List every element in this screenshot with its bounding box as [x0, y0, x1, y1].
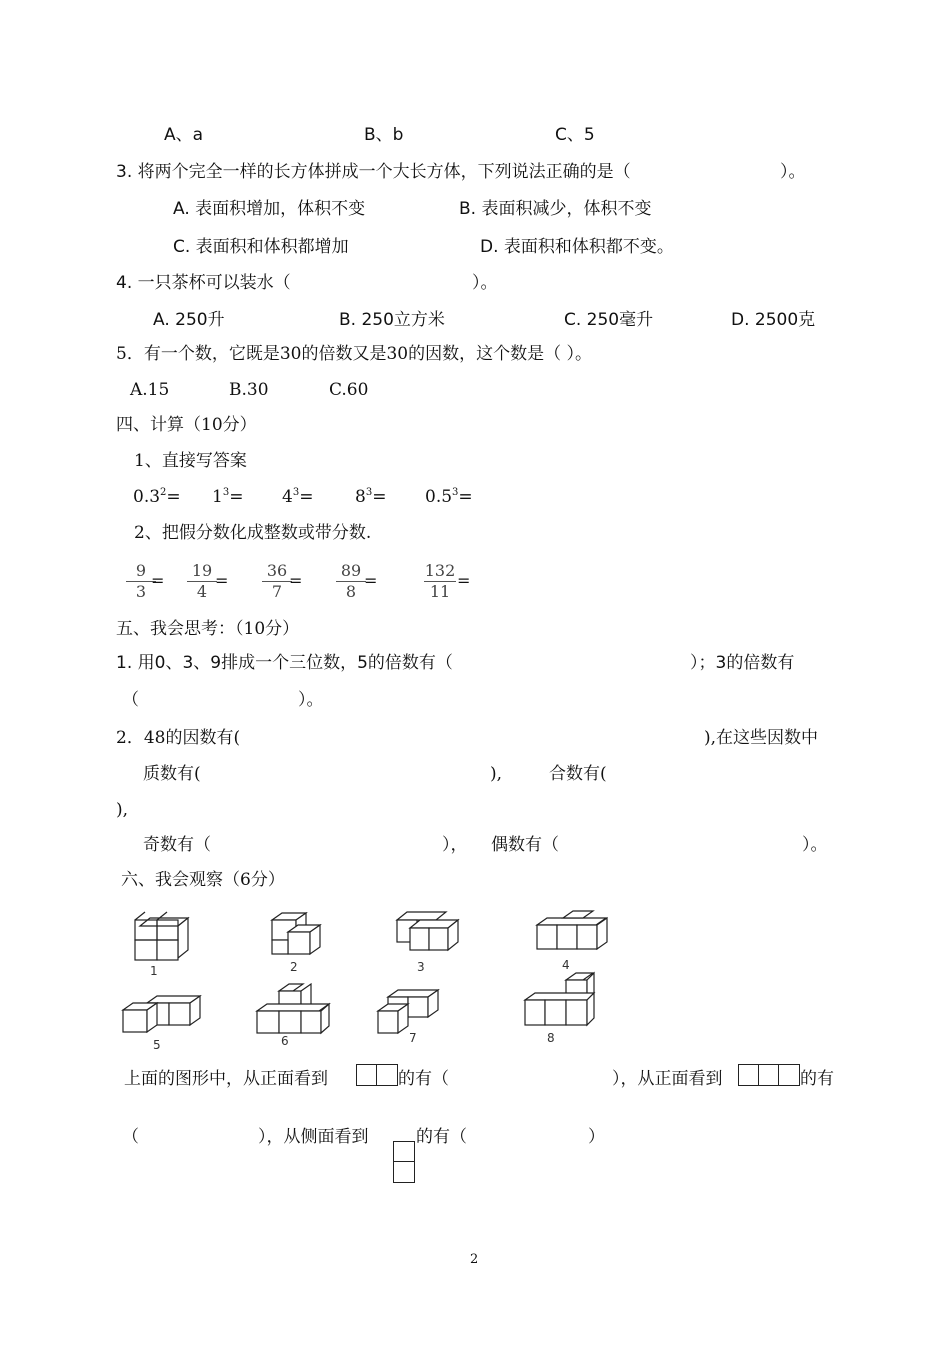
s6-text: 的有	[800, 1069, 834, 1089]
s6-text: ），从正面看到	[612, 1069, 723, 1089]
s6-text: （	[122, 1127, 139, 1147]
q3-option-b: B. 表面积减少，体积不变	[459, 199, 652, 219]
s5-q1-text: 1. 用0、3、9排成一个三位数，5的倍数有（	[116, 653, 453, 673]
power-expr: $0.5^3=$	[425, 487, 473, 507]
q4-stem: 4. 一只茶杯可以装水（	[116, 273, 291, 293]
s6-text: 的有（	[398, 1069, 449, 1089]
q3-option-d: D. 表面积和体积都不变。	[480, 237, 674, 257]
s5-q1-text: （	[122, 690, 139, 710]
equals-sign: =	[364, 571, 378, 590]
cube-figure-7	[378, 990, 438, 1033]
equals-sign: =	[151, 571, 165, 590]
section6-title: 六、我会观察（6分）	[121, 870, 285, 890]
s6-text: 上面的图形中，从正面看到	[124, 1069, 328, 1089]
q5-option-a: A.15	[130, 380, 170, 400]
cube-figure-8	[525, 973, 594, 1025]
power-expr: $1^3=$	[212, 487, 244, 507]
front-view-three-squares	[738, 1064, 800, 1086]
power-expr: $8^3=$	[355, 487, 387, 507]
equals-sign: =	[215, 571, 229, 590]
s6-text: ）	[588, 1127, 605, 1147]
s5-q2-prime: 质数有(	[143, 764, 201, 784]
figure-label: 1	[150, 964, 158, 978]
cube-figure-4	[537, 911, 607, 949]
power-expr: $0.3^2=$	[133, 487, 181, 507]
q3-option-a: A. 表面积增加，体积不变	[173, 199, 366, 219]
q3-option-c: C. 表面积和体积都增加	[173, 237, 349, 257]
section4-sub2: 2、把假分数化成整数或带分数.	[134, 523, 372, 543]
q3-stem: 3. 将两个完全一样的长方体拼成一个大长方体，下列说法正确的是（	[116, 162, 631, 182]
cube-figure-3	[397, 912, 458, 950]
equals-sign: =	[457, 571, 471, 590]
s5-q1-text: ）；3的倍数有	[690, 653, 795, 673]
s5-q2-even-close: ）。	[802, 835, 828, 855]
s5-q2-composite: 合数有(	[549, 764, 607, 784]
q5-option-b: B.30	[229, 380, 269, 400]
fraction: 19 4	[187, 562, 217, 601]
cube-figure-1	[135, 912, 188, 960]
q4-option-b: B. 250立方米	[339, 310, 445, 330]
q3-close: ）。	[780, 162, 806, 182]
q5-stem: 5．有一个数，它既是30的倍数又是30的因数，这个数是（ ）。	[116, 344, 592, 364]
q4-option-c: C. 250毫升	[564, 310, 654, 330]
s5-q2-text: 2．48的因数有(	[116, 728, 241, 748]
s5-q2-text: ),在这些因数中	[704, 728, 819, 748]
q5-option-c: C.60	[329, 380, 369, 400]
side-view-stacked-squares	[393, 1141, 415, 1183]
q2-option-b: B、b	[364, 125, 404, 145]
power-expr: $4^3=$	[282, 487, 314, 507]
figure-label: 2	[290, 960, 298, 974]
front-view-two-squares	[356, 1064, 398, 1086]
s5-q1-text: ）。	[298, 690, 324, 710]
figure-label: 5	[153, 1038, 161, 1052]
section5-title: 五、我会思考：（10分）	[116, 619, 300, 639]
q2-option-c: C、5	[555, 125, 595, 145]
section4-title: 四、计算（10分）	[116, 415, 257, 435]
page-number: 2	[470, 1252, 479, 1267]
fraction: 132 11	[424, 561, 456, 601]
fraction: 9 3	[126, 562, 156, 601]
fraction: 89 8	[336, 562, 366, 601]
s6-text: 的有（	[416, 1127, 467, 1147]
q2-option-a: A、a	[164, 125, 204, 145]
figure-label: 8	[547, 1031, 555, 1045]
figure-label: 3	[417, 960, 425, 974]
figure-label: 4	[562, 958, 570, 972]
cube-figure-6	[257, 984, 329, 1033]
q4-option-d: D. 2500克	[731, 310, 816, 330]
figure-label: 7	[409, 1031, 417, 1045]
q4-close: ）。	[472, 273, 498, 293]
q4-option-a: A. 250升	[153, 310, 225, 330]
equals-sign: =	[289, 571, 303, 590]
s5-q2-odd: 奇数有（	[143, 835, 211, 855]
s5-q2-odd-close: ），	[442, 835, 468, 855]
cube-figure-5	[123, 996, 200, 1032]
cube-figure-2	[272, 913, 320, 954]
section4-sub1: 1、直接写答案	[134, 451, 247, 471]
fraction: 36 7	[262, 562, 292, 601]
figure-label: 6	[281, 1034, 289, 1048]
s6-text: ），从侧面看到	[258, 1127, 369, 1147]
s5-q2-prime-close: ),	[490, 764, 503, 784]
s5-q2-text: ),	[116, 800, 129, 820]
s5-q2-even: 偶数有（	[491, 835, 559, 855]
